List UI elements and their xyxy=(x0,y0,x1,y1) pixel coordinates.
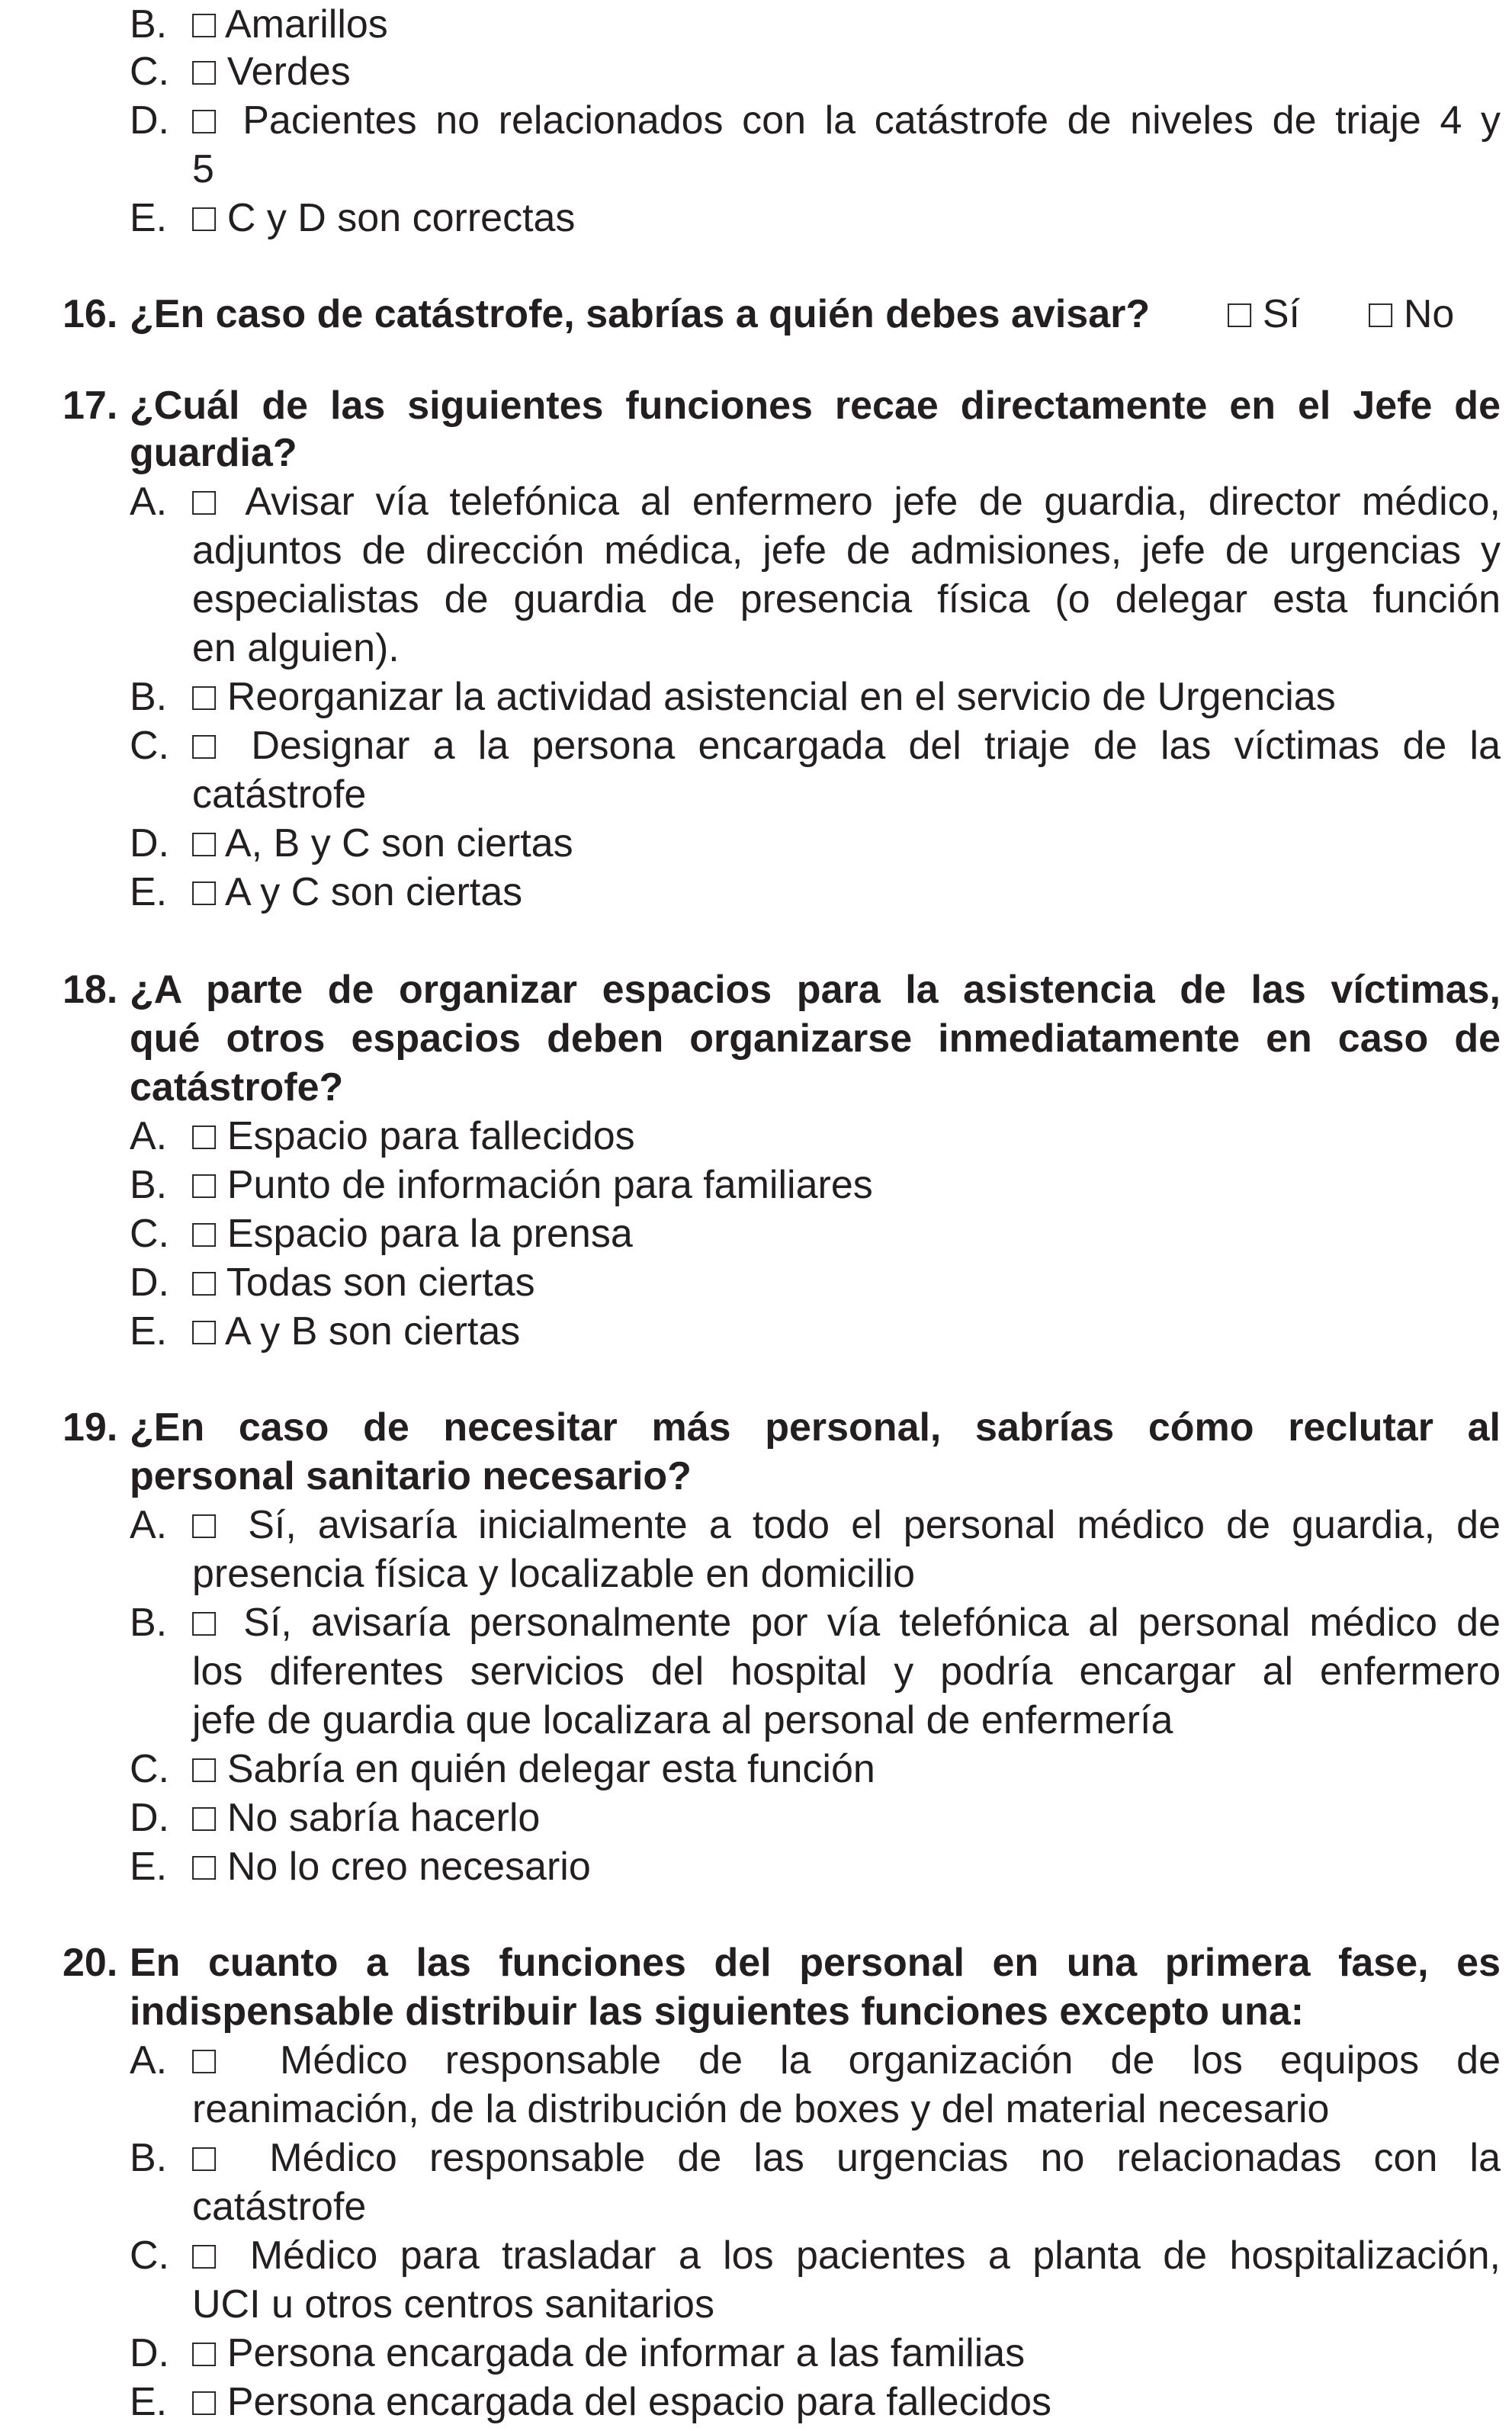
q15-option-d xyxy=(0,96,1512,145)
q18-option-b xyxy=(0,1161,1512,1209)
option-letter: C. xyxy=(130,1747,169,1791)
option-text: □ Reorganizar la actividad asistencial en el servicio de Urgencias xyxy=(192,675,1336,719)
q17-option-a-cont xyxy=(0,526,1512,575)
option-letter: D. xyxy=(130,821,169,865)
question-text: ¿A parte de organizar espacios para la asistencia de las víctimas, xyxy=(130,968,1501,1012)
option-text: UCI u otros centros sanitarios xyxy=(192,2282,714,2327)
q19-option-b-cont xyxy=(0,1647,1512,1696)
option-letter: E. xyxy=(130,1309,168,1354)
question-text: qué otros espacios deben organizarse inmediatamente en caso de xyxy=(130,1016,1501,1061)
option-text: □ Pacientes no relacionados con la catástrofe de niveles de triaje 4 y xyxy=(192,98,1501,143)
question-number: 17. xyxy=(63,384,118,428)
question-text: En cuanto a las funciones del personal en una primera fase, es xyxy=(130,1941,1501,1985)
option-text: □ Designar a la persona encargada del triaje de las víctimas de la xyxy=(192,724,1501,768)
q18-question-line xyxy=(0,1063,1512,1112)
q19-question-line xyxy=(0,1452,1512,1501)
option-letter: D. xyxy=(130,2331,169,2375)
q20-option-e xyxy=(0,2378,1512,2426)
option-letter: D. xyxy=(130,1796,169,1840)
question-text: indispensable distribuir las siguientes funciones excepto una: xyxy=(130,1989,1305,2034)
q15-option-d-cont xyxy=(0,145,1512,194)
option-letter: A. xyxy=(130,480,168,524)
q20-option-b xyxy=(0,2134,1512,2182)
q17-option-c xyxy=(0,721,1512,770)
option-text: □ Punto de información para familiares xyxy=(192,1163,873,1207)
option-letter: B. xyxy=(130,2136,168,2180)
q17-option-d xyxy=(0,819,1512,868)
q17-option-c-cont xyxy=(0,770,1512,819)
option-text: □ A y C son ciertas xyxy=(192,870,523,914)
option-letter: B. xyxy=(130,1163,168,1207)
q20-option-a xyxy=(0,2036,1512,2085)
q19-option-e xyxy=(0,1842,1512,1891)
option-text: catástrofe xyxy=(192,772,367,817)
question-text: personal sanitario necesario? xyxy=(130,1454,692,1498)
option-text: catástrofe xyxy=(192,2185,367,2229)
option-text: □ Médico para trasladar a los pacientes a planta de hospitalización, xyxy=(192,2234,1501,2278)
q18-question-line xyxy=(0,965,1512,1014)
option-text: □ Avisar vía telefónica al enfermero jefe de guardia, director médico, xyxy=(192,480,1501,524)
option-letter: A. xyxy=(130,1503,168,1547)
q17-question-line xyxy=(0,429,1512,477)
q17-option-e xyxy=(0,868,1512,917)
q19-question-line xyxy=(0,1403,1512,1452)
q17-option-a-cont xyxy=(0,624,1512,673)
option-text: □ Persona encargada del espacio para fallecidos xyxy=(192,2380,1052,2424)
option-text: □ No lo creo necesario xyxy=(192,1845,591,1889)
q20-option-d xyxy=(0,2329,1512,2378)
q19-option-b xyxy=(0,1598,1512,1647)
q20-option-c-cont xyxy=(0,2280,1512,2329)
q19-option-c xyxy=(0,1745,1512,1794)
option-letter: D. xyxy=(130,1260,169,1305)
q18-option-a xyxy=(0,1112,1512,1161)
option-letter: C. xyxy=(130,50,169,94)
option-text: □ Persona encargada de informar a las familias xyxy=(192,2331,1026,2375)
option-text: □ Todas son ciertas xyxy=(192,1260,535,1305)
option-letter: A. xyxy=(130,1114,168,1158)
question-number: 19. xyxy=(63,1405,118,1450)
q15-option-c xyxy=(0,47,1512,96)
option-text: □ Médico responsable de las urgencias no relacionadas con la xyxy=(192,2136,1501,2180)
option-text: □ Médico responsable de la organización de los equipos de xyxy=(192,2038,1501,2083)
option-letter: B. xyxy=(130,675,168,719)
q15-option-b xyxy=(0,0,1512,49)
question-text: catástrofe? xyxy=(130,1065,344,1110)
option-text: □ A, B y C son ciertas xyxy=(192,821,573,865)
question-number: 20. xyxy=(63,1941,118,1985)
option-letter: B. xyxy=(130,1601,168,1645)
option-text: □ C y D son correctas xyxy=(192,196,576,240)
option-text: en alguien). xyxy=(192,626,400,670)
option-letter: C. xyxy=(130,724,169,768)
option-text: □ Amarillos xyxy=(192,2,388,47)
option-text: presencia física y localizable en domicilio xyxy=(192,1552,916,1596)
q20-option-a-cont xyxy=(0,2085,1512,2134)
option-text: reanimación, de la distribución de boxes y del material necesario xyxy=(192,2087,1330,2131)
q19-option-b-cont xyxy=(0,1696,1512,1745)
option-text: □ No sabría hacerlo xyxy=(192,1796,541,1840)
question-text: ¿En caso de necesitar más personal, sabrías cómo reclutar al xyxy=(130,1405,1501,1450)
option-letter: C. xyxy=(130,2234,169,2278)
q20-option-c xyxy=(0,2231,1512,2280)
q20-option-b-cont xyxy=(0,2182,1512,2231)
question-text: ¿En caso de catástrofe, sabrías a quién debes avisar? xyxy=(130,292,1151,336)
q17-option-a xyxy=(0,477,1512,526)
q20-question-line xyxy=(0,1938,1512,1987)
q17-option-b xyxy=(0,673,1512,721)
q17-question-line xyxy=(0,381,1512,430)
option-text: □ A y B son ciertas xyxy=(192,1309,521,1354)
q19-option-d xyxy=(0,1794,1512,1842)
q16 xyxy=(0,290,1512,339)
option-letter: A. xyxy=(130,2038,168,2083)
option-text: jefe de guardia que localizara al personal de enfermería xyxy=(192,1698,1173,1742)
option-text: □ Sí, avisaría personalmente por vía telefónica al personal médico de xyxy=(192,1601,1501,1645)
option-letter: E. xyxy=(130,1845,168,1889)
option-text: adjuntos de dirección médica, jefe de admisiones, jefe de urgencias y xyxy=(192,528,1501,573)
q17-option-a-cont xyxy=(0,575,1512,624)
no-checkbox[interactable]: □ No xyxy=(1369,292,1455,336)
option-letter: E. xyxy=(130,2380,168,2424)
q20-question-line xyxy=(0,1987,1512,2036)
option-letter: E. xyxy=(130,870,168,914)
option-text: □ Sí, avisaría inicialmente a todo el personal médico de guardia, de xyxy=(192,1503,1501,1547)
question-number: 18. xyxy=(63,968,118,1012)
option-letter: B. xyxy=(130,2,168,47)
question-number: 16. xyxy=(63,292,118,336)
q18-option-e xyxy=(0,1307,1512,1356)
q19-option-a xyxy=(0,1501,1512,1549)
option-text: especialistas de guardia de presencia física (o delegar esta función xyxy=(192,577,1501,621)
yes-checkbox[interactable]: □ Sí xyxy=(1228,292,1300,336)
question-text: guardia? xyxy=(130,431,297,475)
option-letter: D. xyxy=(130,98,169,143)
option-text: □ Espacio para fallecidos xyxy=(192,1114,635,1158)
option-text: □ Verdes xyxy=(192,50,351,94)
option-text: □ Espacio para la prensa xyxy=(192,1212,633,1256)
option-letter: C. xyxy=(130,1212,169,1256)
q18-question-line xyxy=(0,1014,1512,1063)
q15-option-e xyxy=(0,194,1512,242)
option-text: 5 xyxy=(192,147,214,191)
option-text: los diferentes servicios del hospital y podría encargar al enfermero xyxy=(192,1649,1501,1694)
option-letter: E. xyxy=(130,196,168,240)
q18-option-c xyxy=(0,1209,1512,1258)
option-text: □ Sabría en quién delegar esta función xyxy=(192,1747,875,1791)
question-text: ¿Cuál de las siguientes funciones recae directamente en el Jefe de xyxy=(130,384,1501,428)
q19-option-a-cont xyxy=(0,1549,1512,1598)
q18-option-d xyxy=(0,1258,1512,1307)
